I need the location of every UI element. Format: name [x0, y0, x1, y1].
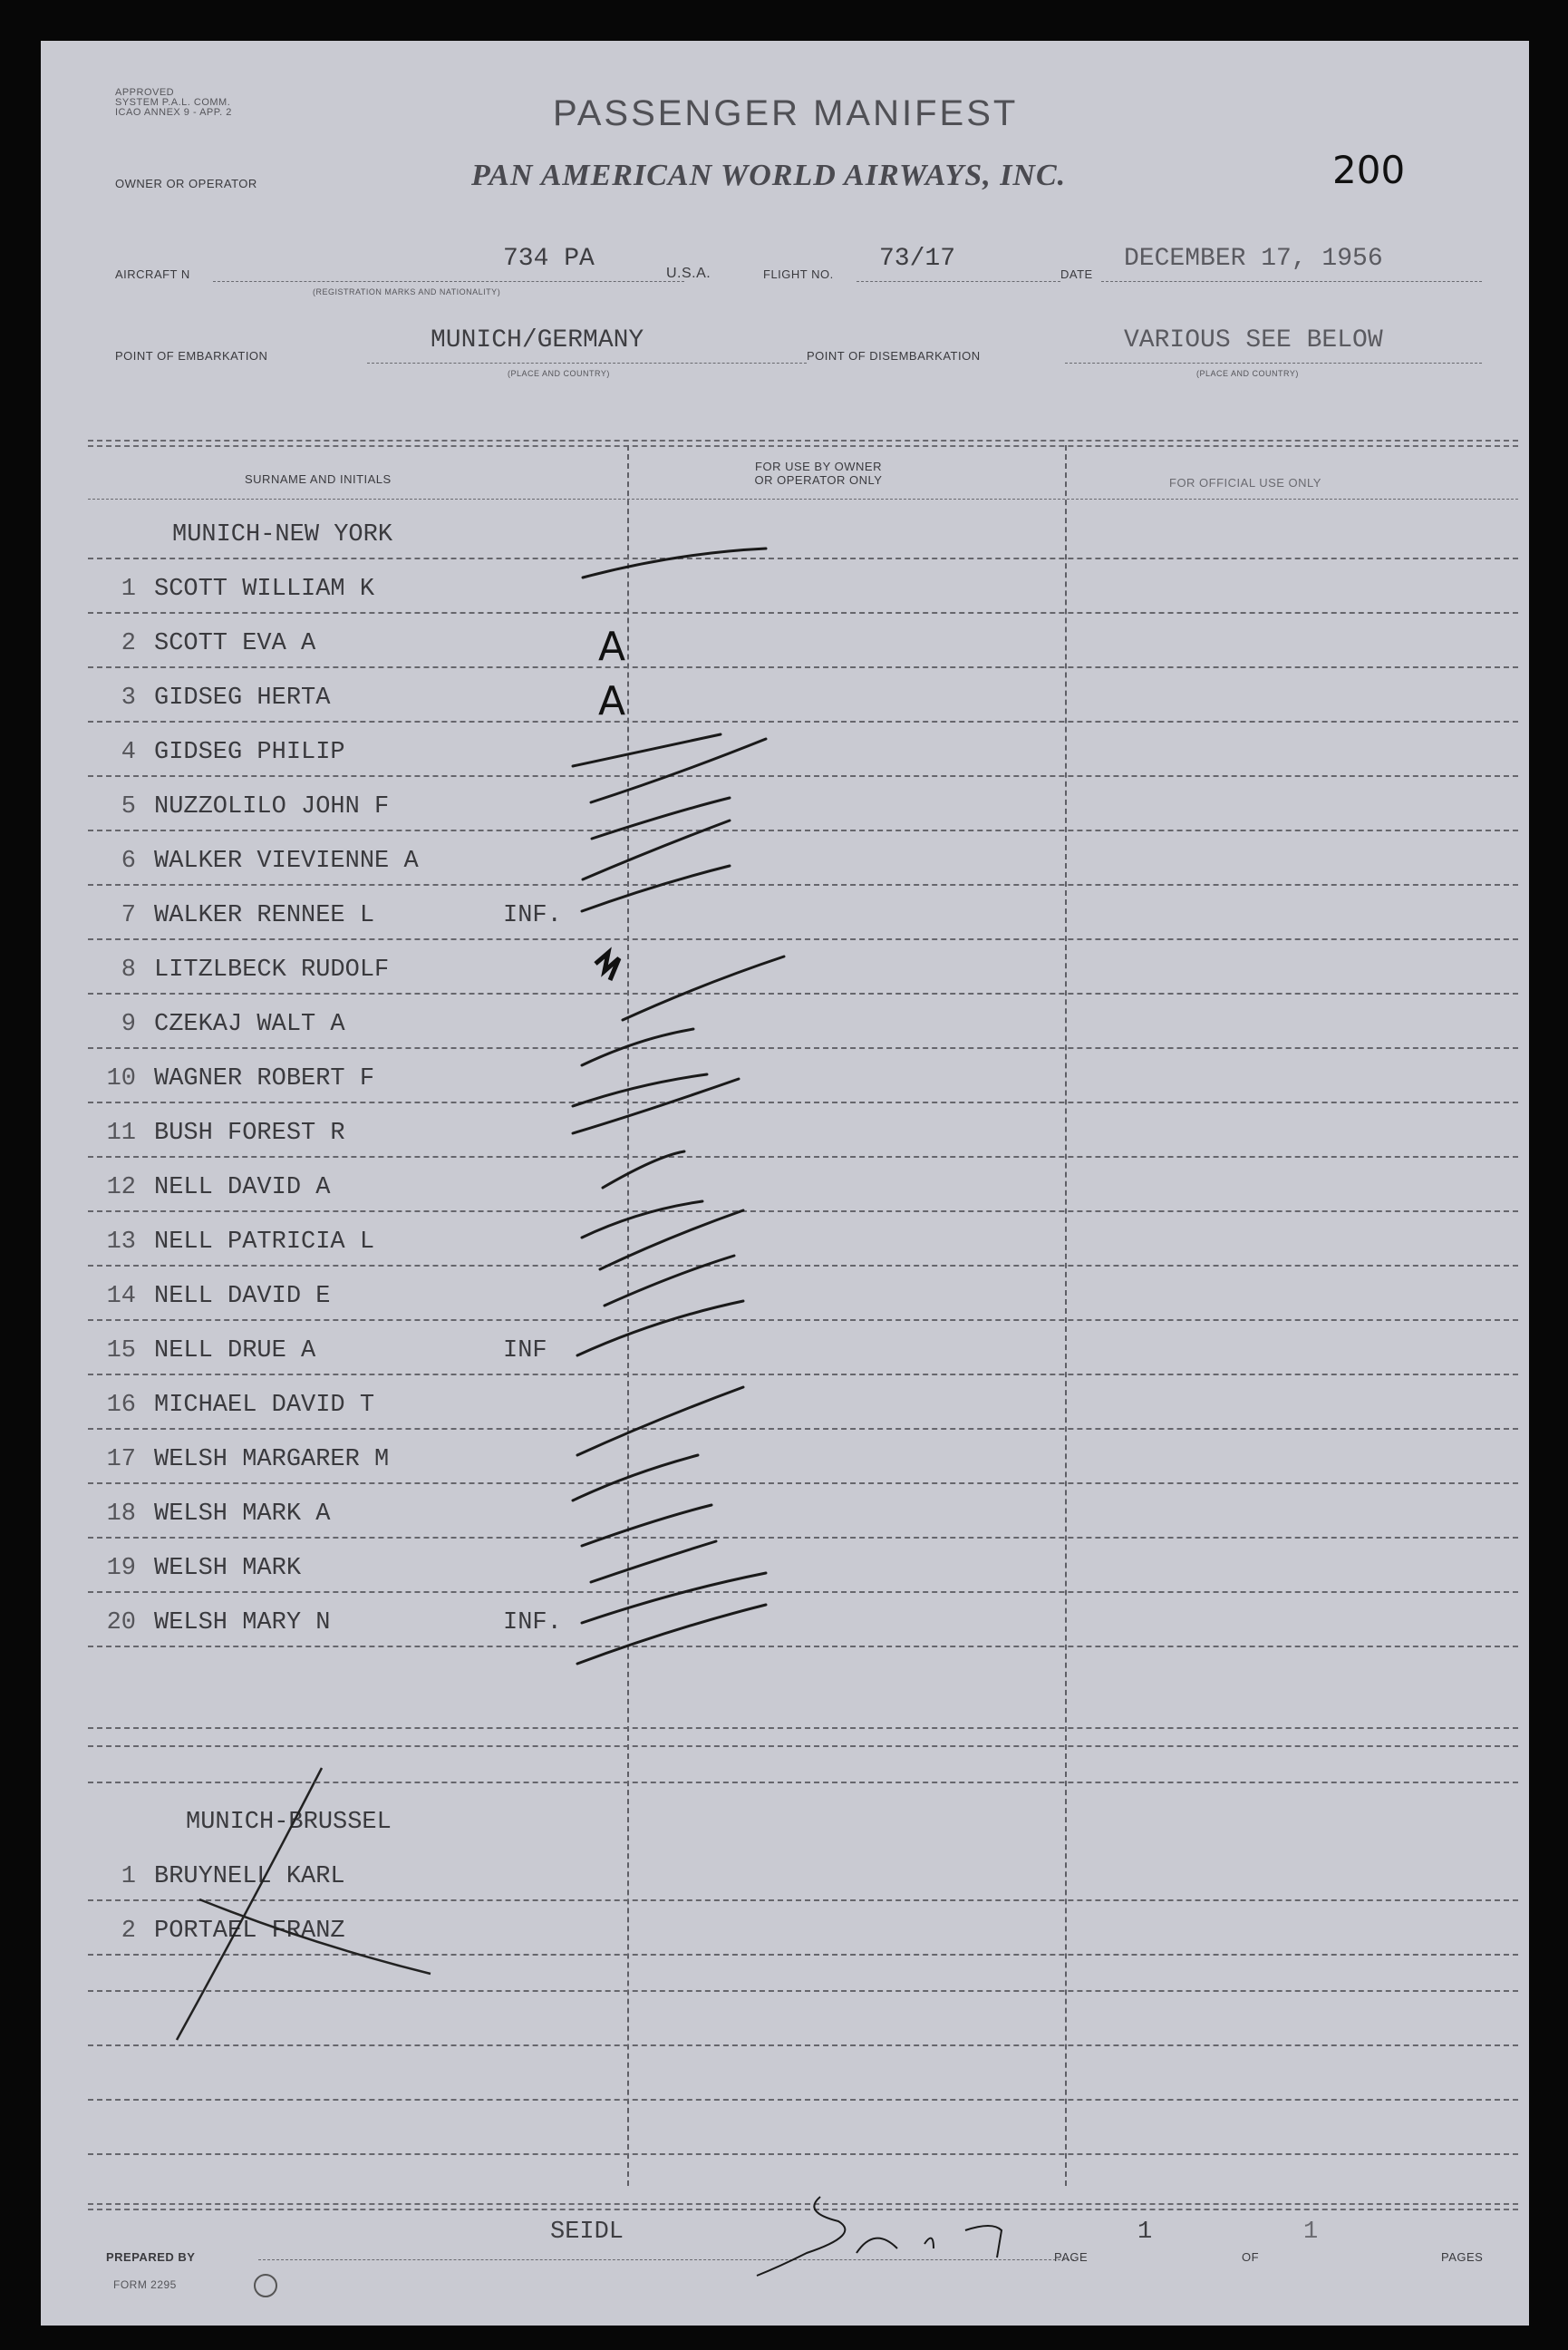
passenger-name: PORTAEL FRANZ	[154, 1918, 345, 1945]
tick-mark	[577, 1387, 743, 1455]
row-number: 2	[121, 1918, 136, 1945]
passenger-name: NELL DRUE A	[154, 1337, 316, 1364]
blank-row-line	[88, 2044, 1518, 2046]
passenger-name: NELL DAVID A	[154, 1174, 331, 1201]
blank-row-line	[88, 1745, 1518, 1747]
passenger-name: SCOTT WILLIAM K	[154, 576, 375, 603]
route-header-new-york: MUNICH-NEW YORK	[172, 521, 393, 549]
row-number: 10	[106, 1065, 136, 1092]
tick-mark	[591, 1541, 716, 1582]
tick-mark	[582, 1573, 766, 1623]
row-number: 14	[106, 1283, 136, 1310]
ink-scribble	[595, 953, 619, 980]
disembarkation-caption: (PLACE AND COUNTRY)	[1196, 369, 1299, 378]
row-number: 5	[121, 793, 136, 821]
passenger-name: WELSH MARGARER M	[154, 1446, 390, 1473]
passenger-name: WAGNER ROBERT F	[154, 1065, 375, 1092]
row-number: 2	[121, 630, 136, 657]
cross-out-mark	[177, 1768, 322, 2040]
form-code: FORM 2295	[113, 2278, 177, 2291]
passenger-name: BRUYNELL KARL	[154, 1863, 345, 1890]
manifest-paper	[41, 41, 1529, 2326]
tick-mark	[573, 1455, 698, 1500]
col-header-owner-1: FOR USE BY OWNER	[755, 460, 882, 473]
row-number: 19	[106, 1555, 136, 1582]
passenger-name: NUZZOLILO JOHN F	[154, 793, 390, 821]
aircraft-label: AIRCRAFT N	[115, 267, 190, 281]
pages-label: PAGES	[1441, 2250, 1484, 2264]
blank-row-line	[88, 1782, 1518, 1783]
row-number: 13	[106, 1228, 136, 1256]
row-number: 4	[121, 739, 136, 766]
row-number: 1	[121, 576, 136, 603]
disembarkation-place: VARIOUS SEE BELOW	[1124, 326, 1383, 354]
aircraft-nationality: U.S.A.	[666, 266, 711, 281]
passenger-name: SCOTT EVA A	[154, 630, 316, 657]
document-title: PASSENGER MANIFEST	[553, 93, 1019, 133]
row-number: 20	[106, 1609, 136, 1636]
signature	[757, 2197, 1002, 2276]
flight-date: DECEMBER 17, 1956	[1124, 245, 1383, 273]
tick-mark	[591, 739, 766, 802]
approval-line-1: APPROVED	[115, 87, 175, 98]
tick-mark	[623, 957, 784, 1020]
tick-mark	[582, 866, 730, 911]
col-header-surname: SURNAME AND INITIALS	[245, 472, 392, 486]
row-number: 17	[106, 1446, 136, 1473]
row-number: 8	[121, 957, 136, 984]
infant-note: INF.	[503, 902, 562, 929]
blank-row-line	[88, 1990, 1518, 1992]
passenger-name: BUSH FOREST R	[154, 1120, 345, 1147]
tick-mark	[583, 549, 766, 578]
row-number: 6	[121, 848, 136, 875]
row-number: 7	[121, 902, 136, 929]
disembarkation-label: POINT OF DISEMBARKATION	[807, 349, 981, 363]
row-number: 15	[106, 1337, 136, 1364]
tick-mark	[605, 1256, 734, 1306]
passenger-name: NELL PATRICIA L	[154, 1228, 375, 1256]
handwritten-marks	[41, 41, 1529, 2326]
tick-mark	[573, 1079, 739, 1133]
of-value: 1	[1303, 2219, 1319, 2246]
row-number: 11	[106, 1120, 136, 1147]
blank-row-line	[88, 2099, 1518, 2101]
row-number: 9	[121, 1011, 136, 1038]
row-number: 3	[121, 685, 136, 712]
preparer-name: SEIDL	[550, 2219, 624, 2246]
row-number: 16	[106, 1392, 136, 1419]
tick-mark	[582, 1029, 693, 1065]
operator-label: OWNER OR OPERATOR	[115, 177, 257, 190]
flight-label: FLIGHT NO.	[763, 267, 834, 281]
passenger-name: LITZLBECK RUDOLF	[154, 957, 390, 984]
tick-mark	[573, 734, 721, 766]
blank-row-line	[88, 1727, 1518, 1729]
col-header-owner-2: OR OPERATOR ONLY	[754, 473, 883, 487]
embarkation-caption: (PLACE AND COUNTRY)	[508, 369, 610, 378]
of-label: OF	[1242, 2250, 1260, 2264]
passenger-name: NELL DAVID E	[154, 1283, 331, 1310]
passenger-name: WALKER RENNEE L	[154, 902, 375, 929]
passenger-name: WELSH MARK A	[154, 1500, 331, 1528]
passenger-name: GIDSEG HERTA	[154, 685, 331, 712]
tick-mark	[577, 1301, 743, 1355]
page-value: 1	[1137, 2219, 1153, 2246]
infant-note: INF	[503, 1337, 547, 1364]
embarkation-label: POINT OF EMBARKATION	[115, 349, 268, 363]
aircraft-registration: 734 PA	[503, 245, 595, 273]
flight-number: 73/17	[879, 245, 956, 273]
operator-name: PAN AMERICAN WORLD AIRWAYS, INC.	[471, 159, 1067, 192]
owner-mark-a: A	[598, 624, 626, 670]
embarkation-place: MUNICH/GERMANY	[431, 326, 644, 354]
page-stamp-number: 200	[1332, 148, 1406, 192]
owner-mark-a: A	[598, 678, 626, 724]
col-header-official: FOR OFFICIAL USE ONLY	[1169, 476, 1321, 490]
passenger-name: WELSH MARK	[154, 1555, 302, 1582]
passenger-name: WELSH MARY N	[154, 1609, 331, 1636]
row-number: 1	[121, 1863, 136, 1890]
approval-line-2: SYSTEM P.A.L. COMM.	[115, 97, 231, 108]
tick-mark	[573, 1074, 707, 1106]
row-number: 12	[106, 1174, 136, 1201]
registration-caption: (REGISTRATION MARKS AND NATIONALITY)	[313, 287, 501, 296]
route-header-brussel: MUNICH-BRUSSEL	[186, 1809, 392, 1836]
passenger-name: MICHAEL DAVID T	[154, 1392, 375, 1419]
passenger-name: CZEKAJ WALT A	[154, 1011, 345, 1038]
approval-line-3: ICAO ANNEX 9 - APP. 2	[115, 107, 232, 118]
row-number: 18	[106, 1500, 136, 1528]
prepared-by-label: PREPARED BY	[106, 2250, 196, 2264]
tick-mark	[603, 1151, 684, 1188]
passenger-name: GIDSEG PHILIP	[154, 739, 345, 766]
page-label: PAGE	[1054, 2250, 1089, 2264]
date-label: DATE	[1060, 267, 1093, 281]
passenger-name: WALKER VIEVIENNE A	[154, 848, 419, 875]
infant-note: INF.	[503, 1609, 562, 1636]
tick-mark	[582, 1505, 711, 1546]
blank-row-line	[88, 2153, 1518, 2155]
tick-mark	[592, 798, 730, 839]
